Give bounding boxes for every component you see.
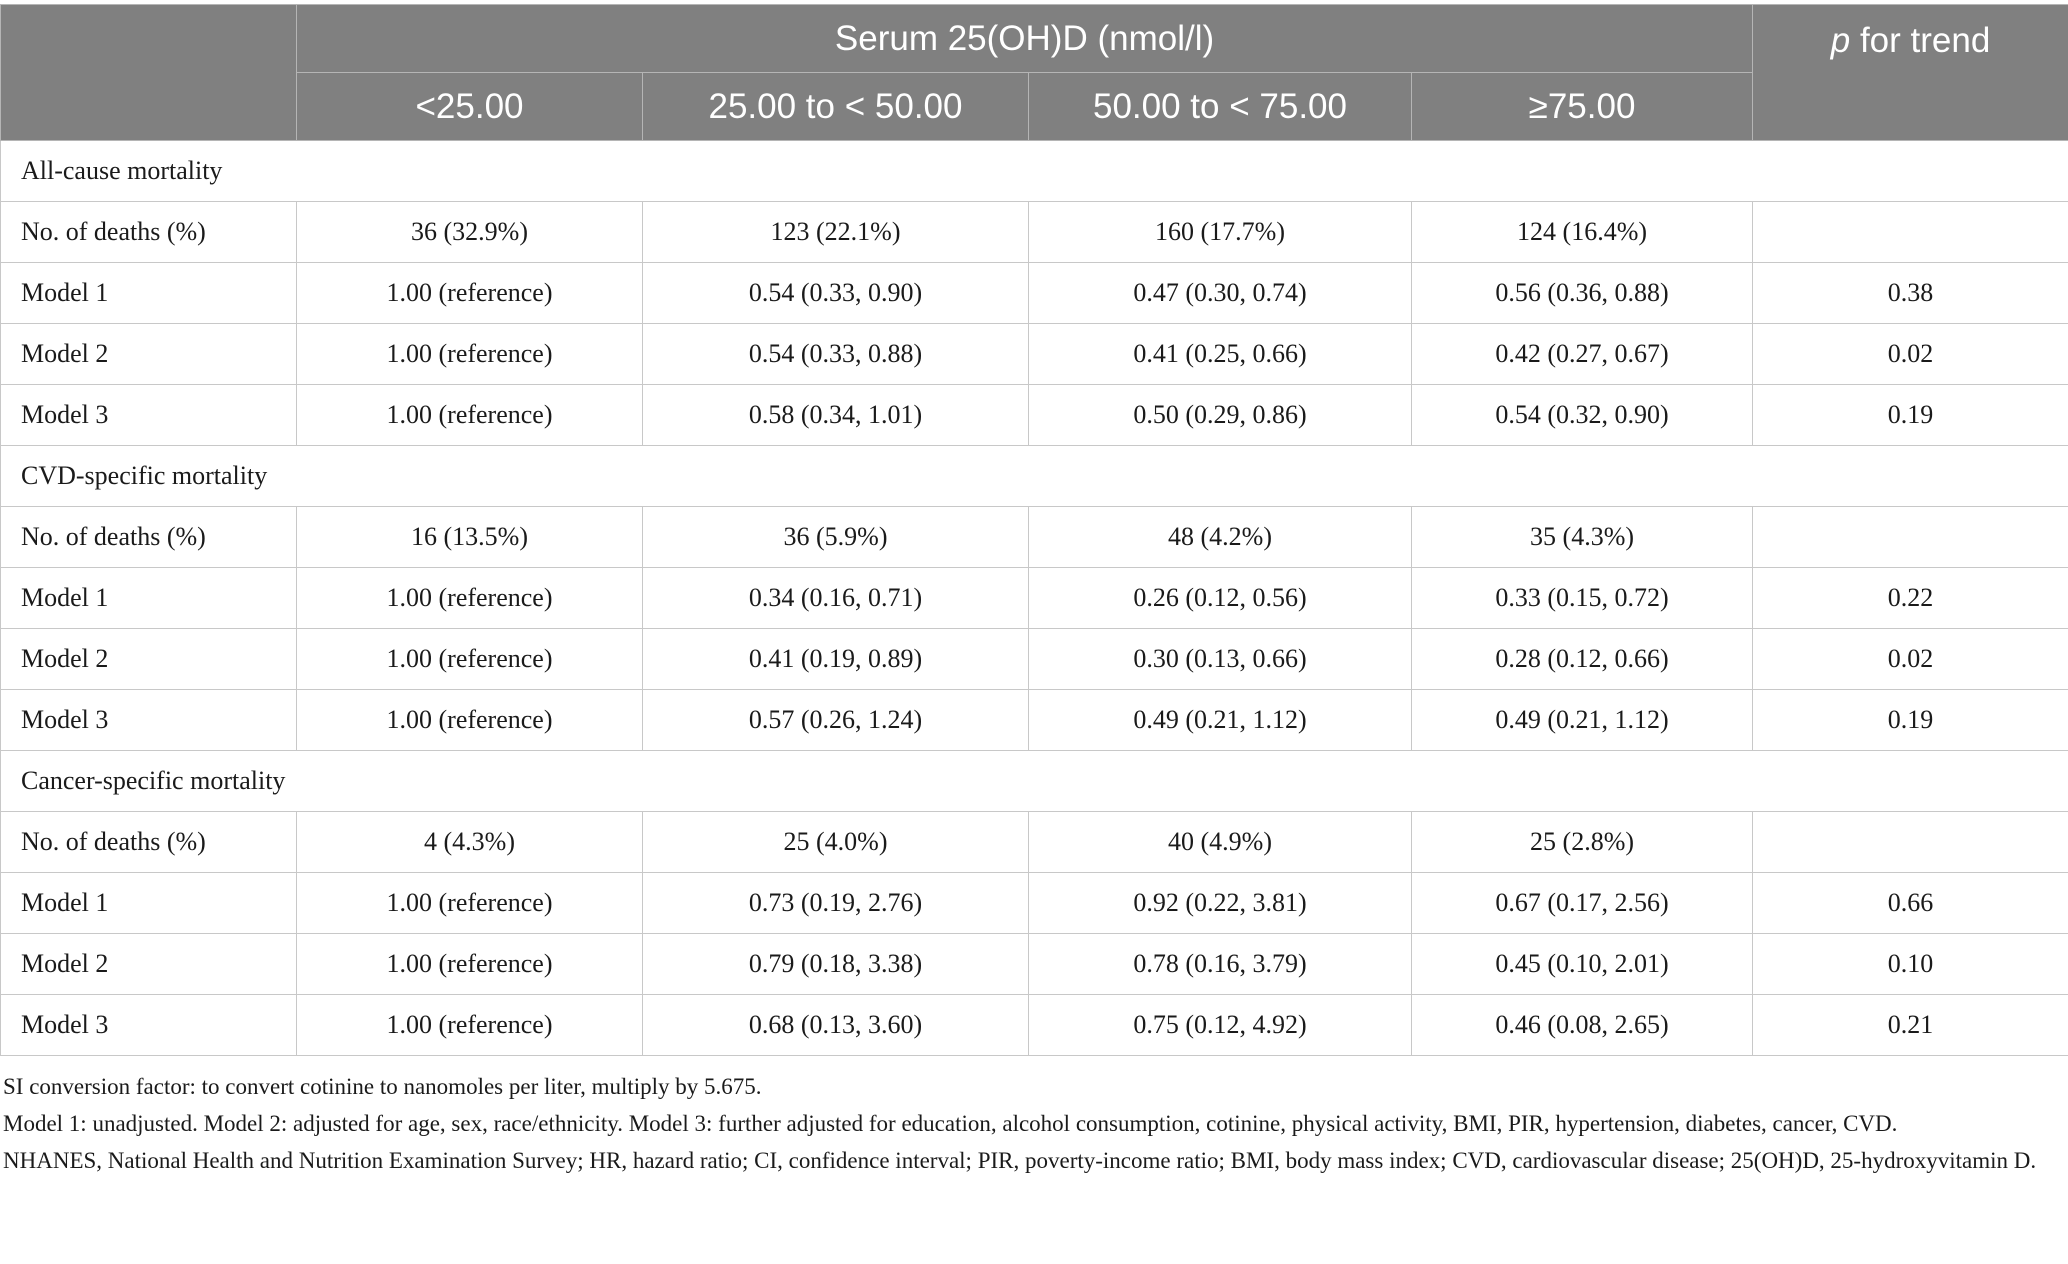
table-cell: 1.00 (reference)	[297, 568, 643, 629]
table-row	[1, 202, 2068, 263]
p-trend-cell: 0.21	[1753, 995, 2068, 1056]
table-cell: 0.75 (0.12, 4.92)	[1029, 995, 1412, 1056]
table-cell: 16 (13.5%)	[297, 507, 643, 568]
table-cell: 1.00 (reference)	[297, 324, 643, 385]
footnote: NHANES, National Health and Nutrition Examination Survey; HR, hazard ratio; CI, confidence interval; PIR, poverty-income ratio; BMI, body mass index; CVD, cardiovascular disease; 25(OH)D, 25-hydroxyvitamin D.	[3, 1148, 2037, 1173]
table-cell: 0.67 (0.17, 2.56)	[1412, 873, 1753, 934]
table-cell: 0.56 (0.36, 0.88)	[1412, 263, 1753, 324]
row-label: No. of deaths (%)	[1, 202, 297, 263]
serum-group-header: Serum 25(OH)D (nmol/l)	[297, 5, 1753, 73]
p-trend-cell: 0.19	[1753, 690, 2068, 751]
row-label: Model 3	[1, 995, 297, 1056]
footnote: Model 1: unadjusted. Model 2: adjusted for age, sex, race/ethnicity. Model 3: further adjusted for education, alcohol consumption, cotinine, physical activity, BMI, PIR, hypertension, diabetes, cancer, CVD.	[3, 1111, 1898, 1136]
table-cell: 1.00 (reference)	[297, 995, 643, 1056]
table-cell: 0.34 (0.16, 0.71)	[643, 568, 1029, 629]
table-cell: 0.54 (0.33, 0.90)	[643, 263, 1029, 324]
table-row	[1, 629, 2068, 690]
row-label: No. of deaths (%)	[1, 507, 297, 568]
row-label: Model 3	[1, 385, 297, 446]
section-title: All-cause mortality	[1, 141, 2068, 202]
table-row	[1, 873, 2068, 934]
row-label: Model 1	[1, 873, 297, 934]
table-cell: 48 (4.2%)	[1029, 507, 1412, 568]
table-cell: 0.33 (0.15, 0.72)	[1412, 568, 1753, 629]
table-cell: 1.00 (reference)	[297, 263, 643, 324]
table-cell: 0.41 (0.19, 0.89)	[643, 629, 1029, 690]
table-cell: 1.00 (reference)	[297, 934, 643, 995]
table-cell: 35 (4.3%)	[1412, 507, 1753, 568]
table-cell: 4 (4.3%)	[297, 812, 643, 873]
row-label: Model 1	[1, 263, 297, 324]
table-cell: 0.45 (0.10, 2.01)	[1412, 934, 1753, 995]
table-body	[1, 141, 2068, 1056]
table-cell: 1.00 (reference)	[297, 629, 643, 690]
table-cell: 0.58 (0.34, 1.01)	[643, 385, 1029, 446]
section-row	[1, 751, 2068, 812]
p-trend-rest: for trend	[1850, 21, 1991, 60]
table-cell: 1.00 (reference)	[297, 690, 643, 751]
table-cell: 0.49 (0.21, 1.12)	[1029, 690, 1412, 751]
table-row	[1, 324, 2068, 385]
row-label: No. of deaths (%)	[1, 812, 297, 873]
table-cell: 0.92 (0.22, 3.81)	[1029, 873, 1412, 934]
section-row	[1, 446, 2068, 507]
table-row	[1, 568, 2068, 629]
table-cell: 123 (22.1%)	[643, 202, 1029, 263]
table-cell: 36 (32.9%)	[297, 202, 643, 263]
table-row	[1, 385, 2068, 446]
p-trend-cell	[1753, 202, 2068, 263]
row-label: Model 2	[1, 629, 297, 690]
table-row	[1, 690, 2068, 751]
table-cell: 0.57 (0.26, 1.24)	[643, 690, 1029, 751]
row-label: Model 1	[1, 568, 297, 629]
table-cell: 0.68 (0.13, 3.60)	[643, 995, 1029, 1056]
row-label: Model 2	[1, 934, 297, 995]
p-trend-cell	[1753, 507, 2068, 568]
table-cell: 124 (16.4%)	[1412, 202, 1753, 263]
table-row	[1, 263, 2068, 324]
p-trend-cell: 0.02	[1753, 324, 2068, 385]
table-cell: 25 (2.8%)	[1412, 812, 1753, 873]
p-trend-cell: 0.38	[1753, 263, 2068, 324]
p-trend-cell: 0.22	[1753, 568, 2068, 629]
table-row	[1, 507, 2068, 568]
table-cell: 0.73 (0.19, 2.76)	[643, 873, 1029, 934]
table-cell: 0.79 (0.18, 3.38)	[643, 934, 1029, 995]
table-cell: 160 (17.7%)	[1029, 202, 1412, 263]
table-cell: 0.42 (0.27, 0.67)	[1412, 324, 1753, 385]
table-cell: 36 (5.9%)	[643, 507, 1029, 568]
table-cell: 25 (4.0%)	[643, 812, 1029, 873]
mortality-results-table	[0, 4, 2068, 1056]
p-trend-cell	[1753, 812, 2068, 873]
column-header: <25.00	[297, 73, 643, 141]
table-cell: 0.47 (0.30, 0.74)	[1029, 263, 1412, 324]
table-cell: 0.30 (0.13, 0.66)	[1029, 629, 1412, 690]
p-trend-italic: p	[1830, 21, 1851, 60]
p-trend-header	[1753, 5, 2068, 141]
column-header: ≥75.00	[1412, 73, 1753, 141]
section-row	[1, 141, 2068, 202]
table-cell: 40 (4.9%)	[1029, 812, 1412, 873]
p-trend-cell: 0.19	[1753, 385, 2068, 446]
table-cell: 1.00 (reference)	[297, 873, 643, 934]
table-cell: 1.00 (reference)	[297, 385, 643, 446]
p-trend-cell: 0.02	[1753, 629, 2068, 690]
column-header: 25.00 to < 50.00	[643, 73, 1029, 141]
table-cell: 0.49 (0.21, 1.12)	[1412, 690, 1753, 751]
table-row	[1, 995, 2068, 1056]
table-cell: 0.78 (0.16, 3.79)	[1029, 934, 1412, 995]
row-label: Model 3	[1, 690, 297, 751]
table-page	[0, 4, 2068, 1179]
table-header	[1, 5, 2068, 141]
table-cell: 0.26 (0.12, 0.56)	[1029, 568, 1412, 629]
table-cell: 0.41 (0.25, 0.66)	[1029, 324, 1412, 385]
table-cell: 0.50 (0.29, 0.86)	[1029, 385, 1412, 446]
column-header: 50.00 to < 75.00	[1029, 73, 1412, 141]
section-title: Cancer-specific mortality	[1, 751, 2068, 812]
table-row	[1, 934, 2068, 995]
p-trend-cell: 0.66	[1753, 873, 2068, 934]
table-cell: 0.28 (0.12, 0.66)	[1412, 629, 1753, 690]
table-cell: 0.46 (0.08, 2.65)	[1412, 995, 1753, 1056]
section-title: CVD-specific mortality	[1, 446, 2068, 507]
corner-header-cell	[1, 5, 297, 141]
row-label: Model 2	[1, 324, 297, 385]
table-cell: 0.54 (0.33, 0.88)	[643, 324, 1029, 385]
table-footnotes	[0, 1056, 2065, 1179]
footnote: SI conversion factor: to convert cotinine to nanomoles per liter, multiply by 5.675.	[3, 1074, 762, 1099]
p-trend-cell: 0.10	[1753, 934, 2068, 995]
table-cell: 0.54 (0.32, 0.90)	[1412, 385, 1753, 446]
table-row	[1, 812, 2068, 873]
